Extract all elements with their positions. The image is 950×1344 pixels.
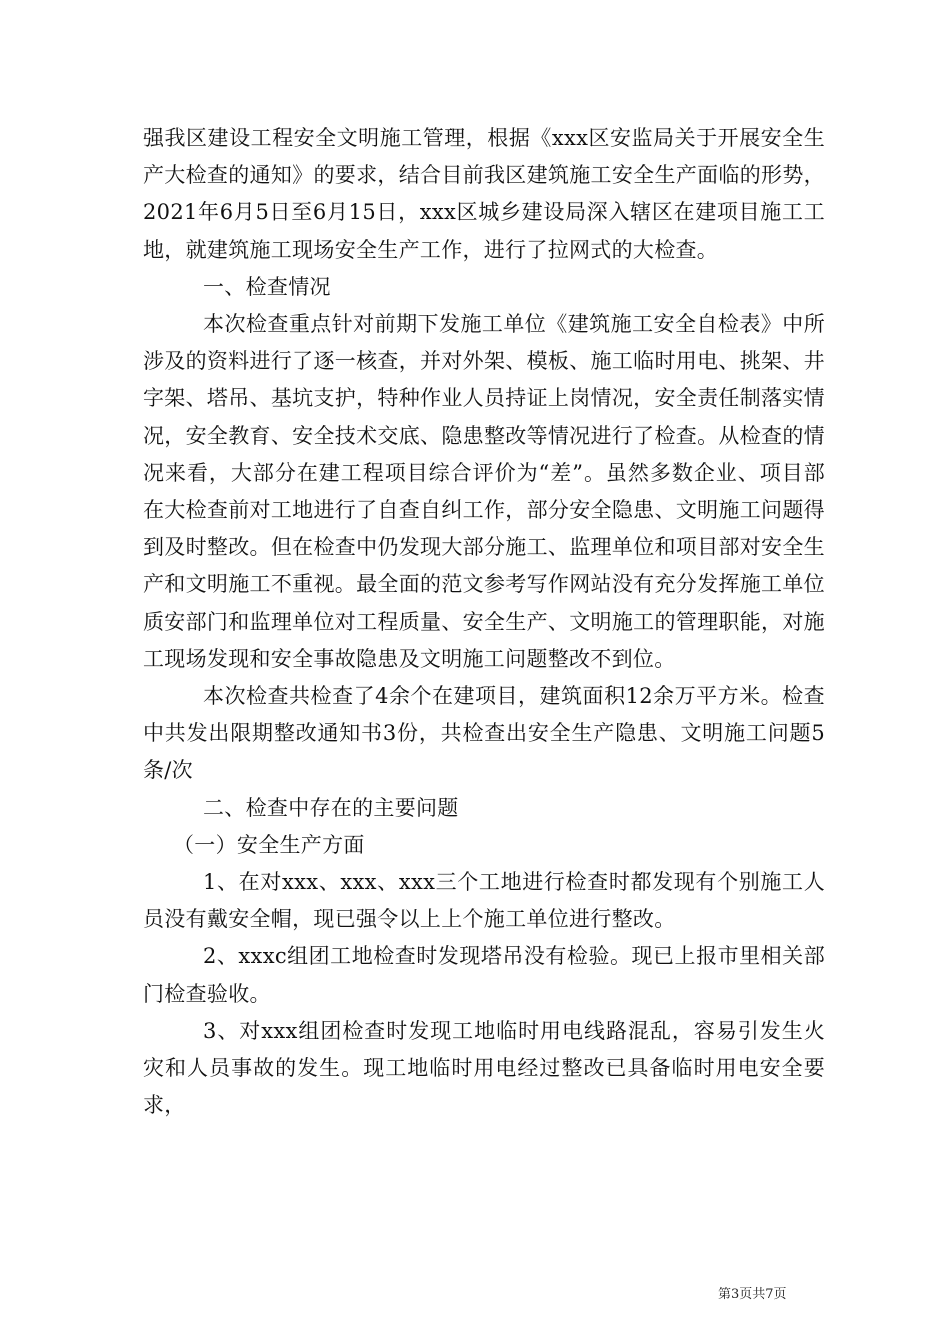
paragraph-item-2: 2、xxxc组团工地检查时发现塔吊没有检验。现已上报市里相关部门检查验收。: [143, 944, 825, 1006]
heading-safety-production: （一）安全生产方面: [173, 832, 365, 857]
document-body: [143, 120, 825, 1124]
paragraph-inspection-details: 本次检查重点针对前期下发施工单位《建筑施工安全自检表》中所涉及的资料进行了逐一核查，并对外架、模板、施工临时用电、挑架、井字架、塔吊、基坑支护，特种作业人员持证上岗情况，安全责任制落实情况，安全教育、安全技术交底、隐患整改等情况进行了检查。从检查的情况来看，大部分在建工程项目综合评价为“差”。虽然多数企业、项目部在大检查前对工地进行了自查自纠工作，部分安全隐患、文明施工问题得到及时整改。但在检查中仍发现大部分施工、监理单位和项目部对安全生产和文明施工不重视。最全面的范文参考写作网站没有充分发挥施工单位质安部门和监理单位对工程质量、安全生产、文明施工的管理职能，对施工现场发现和安全事故隐患及文明施工问题整改不到位。: [143, 312, 825, 671]
page-number: 第3页共7页: [718, 1287, 787, 1302]
paragraph-item-3: 3、对xxx组团检查时发现工地临时用电线路混乱，容易引发生火灾和人员事故的发生。现工地临时用电经过整改已具备临时用电安全要求，: [143, 1018, 825, 1118]
heading-main-problems: 二、检查中存在的主要问题: [203, 795, 459, 820]
paragraph-intro-continued: 强我区建设工程安全文明施工管理，根据《xxx区安监局关于开展安全生产大检查的通知》的要求，结合目前我区建筑施工安全生产面临的形势，2021年6月5日至6月15日，xxx区城乡建设局深入辖区在建项目施工工地，就建筑施工现场安全生产工作，进行了拉网式的大检查。: [143, 126, 825, 262]
paragraph-item-1: 1、在对xxx、xxx、xxx三个工地进行检查时都发现有个别施工人员没有戴安全帽，现已强令以上上个施工单位进行整改。: [143, 870, 825, 932]
heading-inspection-situation: 一、检查情况: [203, 274, 331, 299]
paragraph-inspection-stats: 本次检查共检查了4余个在建项目，建筑面积12余万平方米。检查中共发出限期整改通知书3份，共检查出安全生产隐患、文明施工问题5条/次: [143, 684, 825, 783]
